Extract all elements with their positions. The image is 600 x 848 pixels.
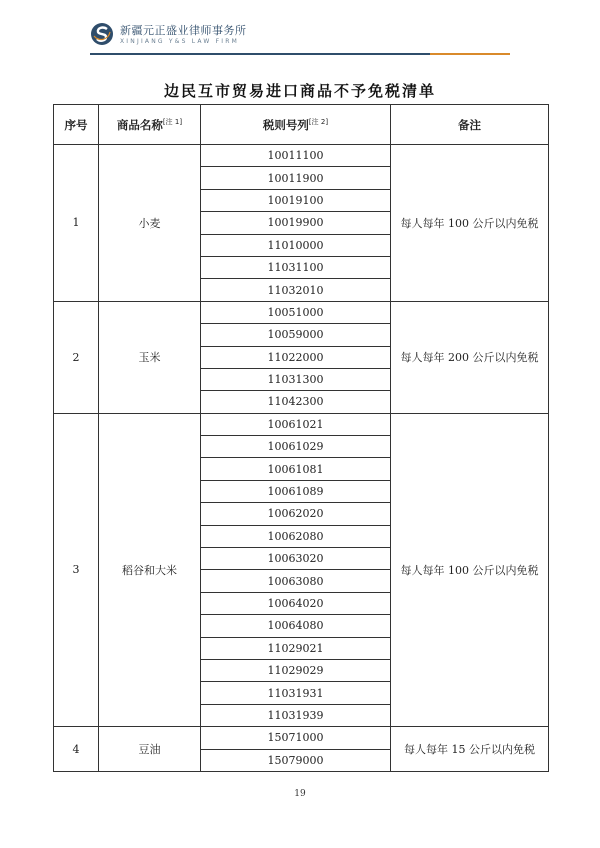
table-row — [54, 727, 549, 749]
cell-no: 2 — [54, 301, 99, 413]
cell-tariff-code: 10061081 — [201, 458, 391, 480]
cell-no: 1 — [54, 145, 99, 302]
cell-tariff-code: 11031300 — [201, 368, 391, 390]
table-row — [54, 413, 549, 435]
cell-tariff-code: 11029029 — [201, 659, 391, 681]
table-body — [54, 145, 549, 772]
header-remark — [391, 105, 549, 145]
header-code-note: [注 2] — [308, 117, 329, 126]
cell-remark: 每人每年 100 公斤以内免税 — [391, 413, 549, 726]
cell-tariff-code: 10064080 — [201, 615, 391, 637]
table-row — [54, 145, 549, 167]
header-name — [99, 105, 201, 145]
cell-tariff-code: 10011900 — [201, 167, 391, 189]
firm-name-en: XINJIANG Y&S LAW FIRM — [120, 38, 239, 45]
header-remark-label: 备注 — [458, 117, 481, 132]
cell-tariff-code: 11029021 — [201, 637, 391, 659]
cell-product-name: 玉米 — [99, 301, 201, 413]
header-name-label: 商品名称 — [116, 117, 163, 132]
cell-remark: 每人每年 15 公斤以内免税 — [391, 727, 549, 772]
firm-name-cn: 新疆元正盛业律师事务所 — [120, 24, 247, 37]
cell-tariff-code: 10063020 — [201, 548, 391, 570]
cell-tariff-code: 11022000 — [201, 346, 391, 368]
cell-tariff-code: 10063080 — [201, 570, 391, 592]
cell-tariff-code: 10019900 — [201, 212, 391, 234]
document-title: 边民互市贸易进口商品不予免税清单 — [163, 82, 436, 100]
header-no-label: 序号 — [64, 117, 88, 132]
header-code — [201, 105, 391, 145]
cell-tariff-code: 10061029 — [201, 436, 391, 458]
table-row — [54, 301, 549, 323]
cell-tariff-code: 10061021 — [201, 413, 391, 435]
cell-tariff-code: 10051000 — [201, 301, 391, 323]
cell-tariff-code: 10062020 — [201, 503, 391, 525]
cell-tariff-code: 11042300 — [201, 391, 391, 413]
cell-product-name: 稻谷和大米 — [99, 413, 201, 726]
firm-logo-icon — [90, 22, 114, 46]
cell-product-name: 小麦 — [99, 145, 201, 302]
cell-tariff-code: 10011100 — [201, 145, 391, 167]
cell-tariff-code: 10019100 — [201, 189, 391, 211]
cell-tariff-code: 11031931 — [201, 682, 391, 704]
table-header-row — [54, 105, 549, 145]
cell-remark: 每人每年 200 公斤以内免税 — [391, 301, 549, 413]
cell-no: 3 — [54, 413, 99, 726]
cell-tariff-code: 11031100 — [201, 256, 391, 278]
cell-tariff-code: 15071000 — [201, 727, 391, 749]
cell-tariff-code: 10062080 — [201, 525, 391, 547]
cell-tariff-code: 11010000 — [201, 234, 391, 256]
cell-tariff-code: 10061089 — [201, 480, 391, 502]
header-rule-accent — [430, 53, 510, 55]
header-code-label: 税则号列 — [262, 117, 309, 132]
cell-product-name: 豆油 — [99, 727, 201, 772]
cell-tariff-code: 11031939 — [201, 704, 391, 726]
cell-tariff-code: 15079000 — [201, 749, 391, 771]
tax-list-table — [53, 104, 549, 772]
header-no — [54, 105, 99, 145]
cell-tariff-code: 10059000 — [201, 324, 391, 346]
page-number: 19 — [294, 789, 306, 799]
cell-tariff-code: 11032010 — [201, 279, 391, 301]
cell-no: 4 — [54, 727, 99, 772]
cell-tariff-code: 10064020 — [201, 592, 391, 614]
cell-remark: 每人每年 100 公斤以内免税 — [391, 145, 549, 302]
header-name-note: [注 1] — [162, 117, 183, 126]
